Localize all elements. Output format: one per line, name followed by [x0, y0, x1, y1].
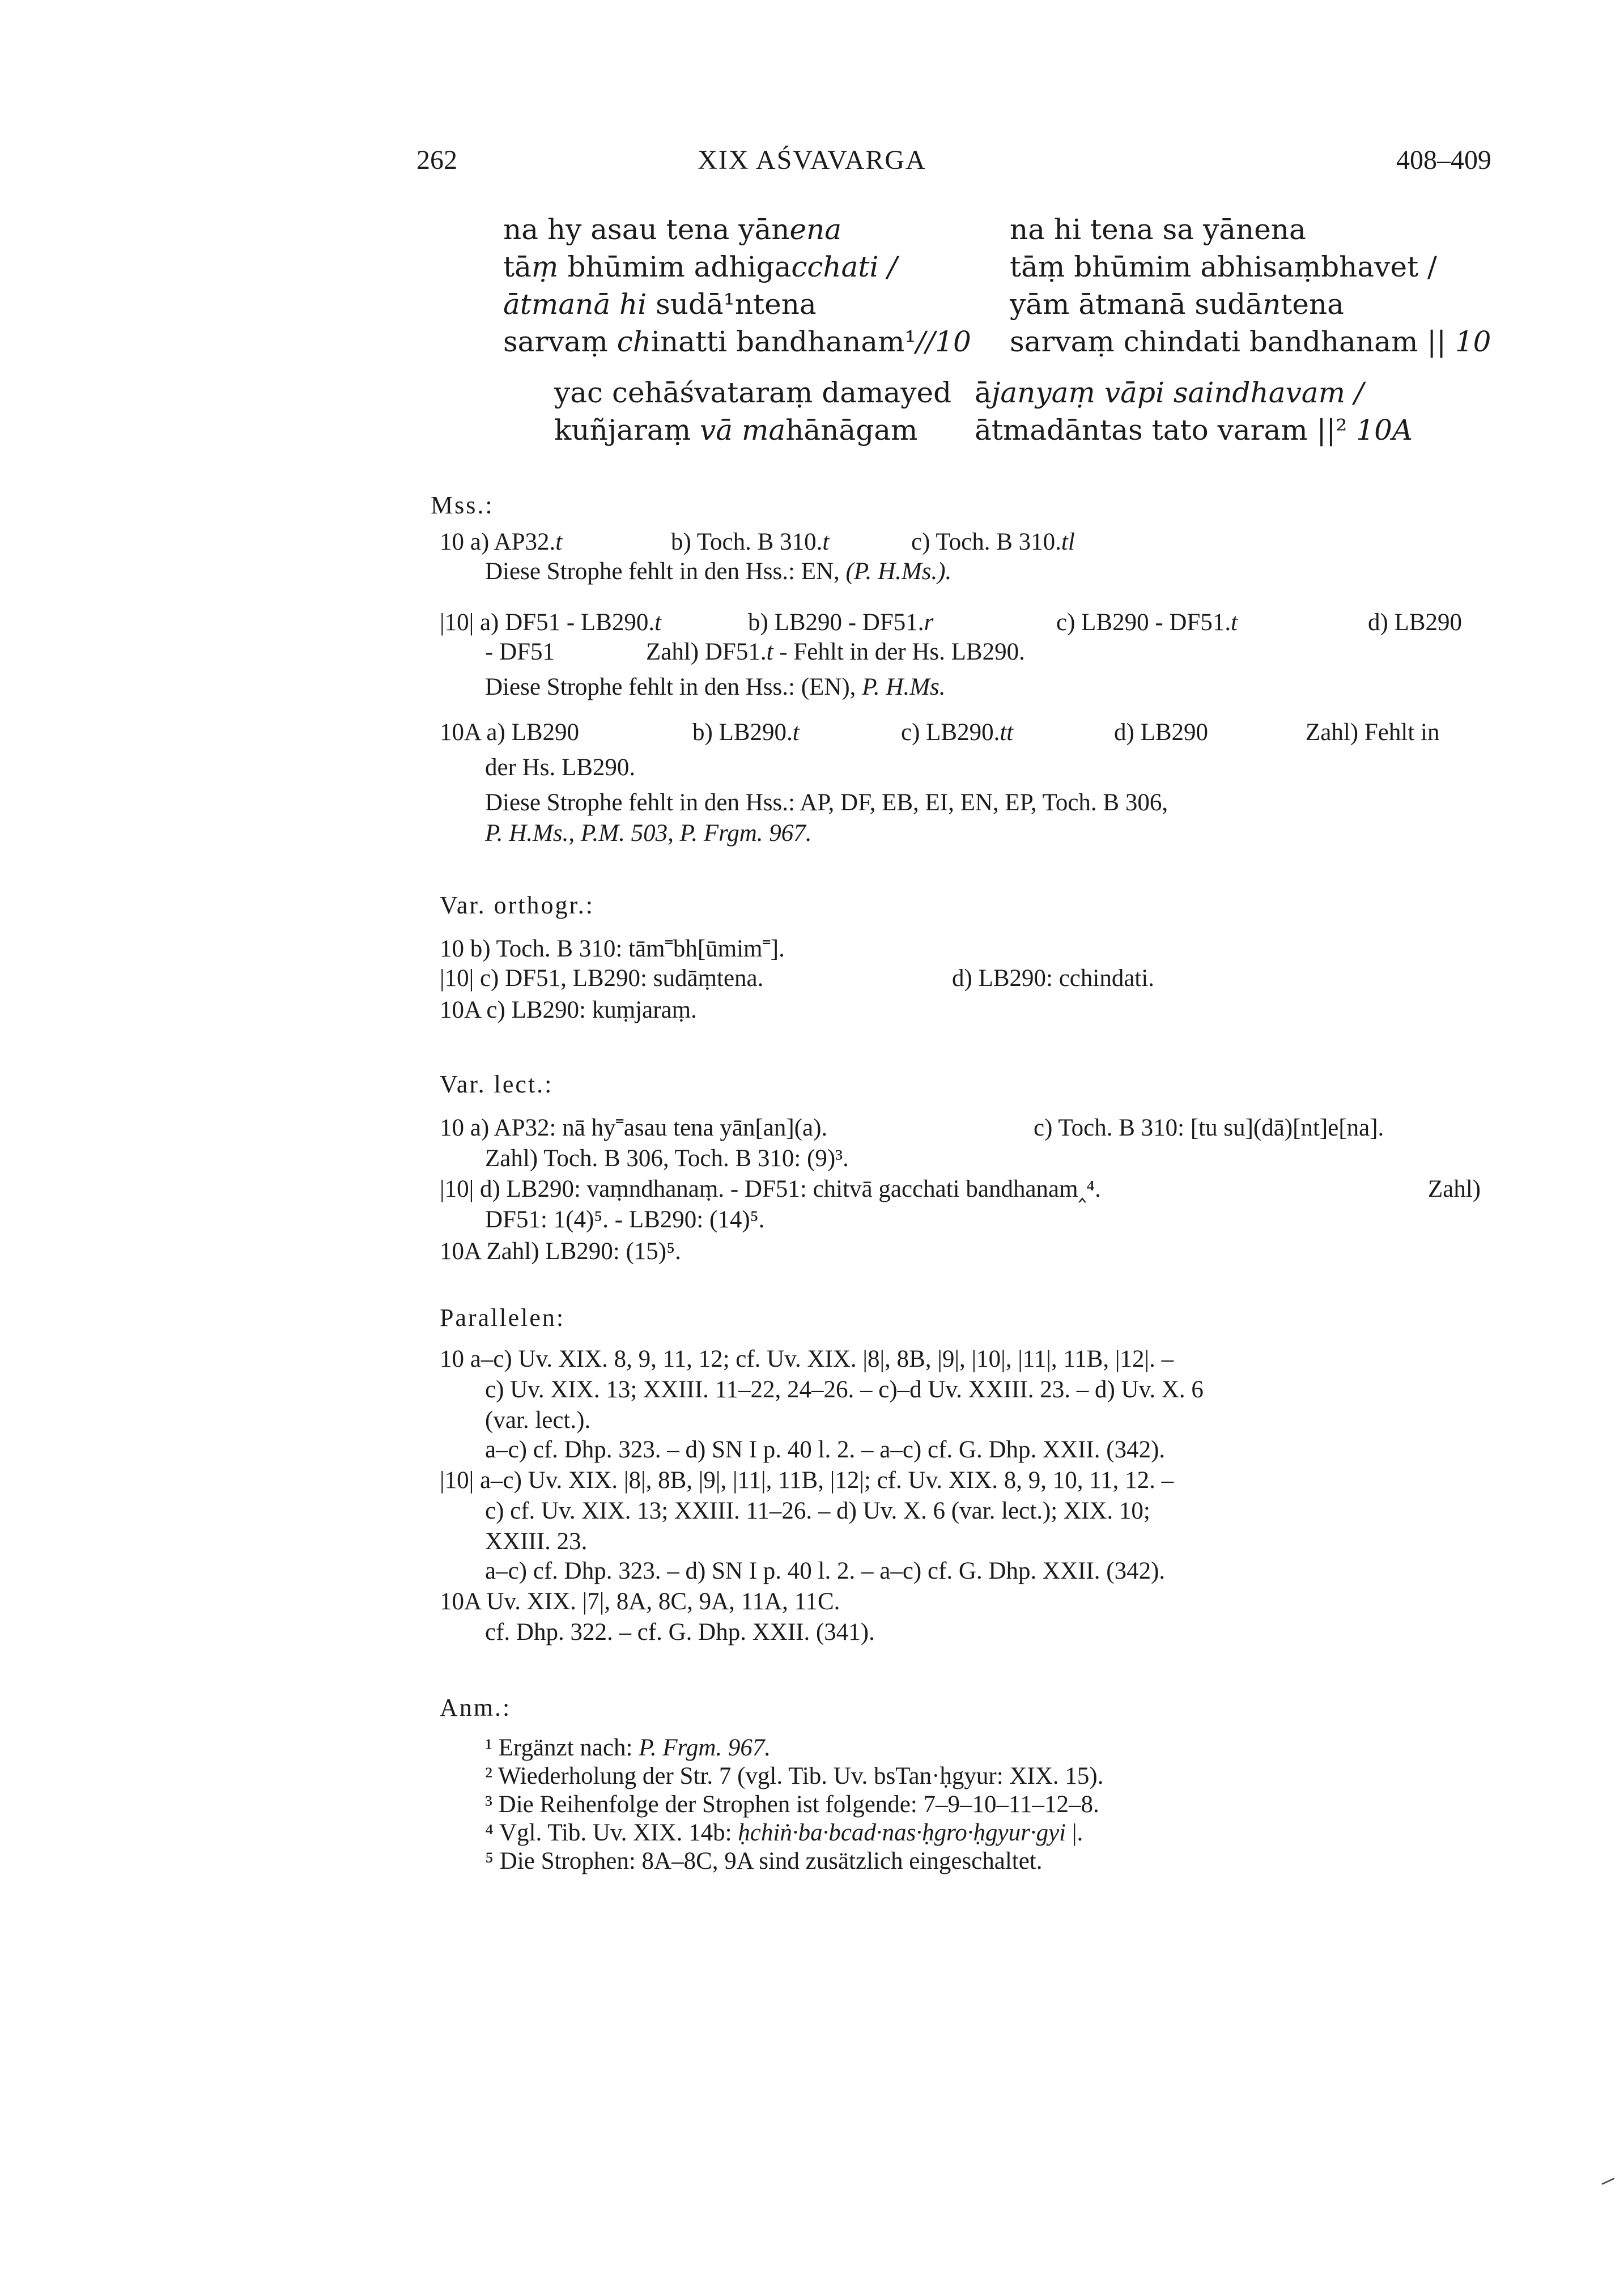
apparatus-line: d) LB290	[1368, 609, 1463, 636]
verse-line: tāṃ bhūmim adhigacchati /	[503, 250, 898, 283]
apparatus-line: P. H.Ms., P.M. 503, P. Frgm. 967.	[485, 820, 812, 847]
verse-10a-left	[554, 374, 951, 449]
apparatus-line: d) LB290	[1114, 719, 1209, 746]
apparatus-line: Zahl) DF51.t - Fehlt in der Hs. LB290.	[646, 639, 1025, 665]
apparatus-line: 10A a) LB290	[440, 719, 580, 746]
section-title-lect: Var. lect.:	[440, 1070, 554, 1098]
section-title-orthogr: Var. orthogr.:	[440, 891, 594, 919]
apparatus-line: - DF51	[485, 639, 555, 665]
apparatus-line: |10| c) DF51, LB290: sudāṃtena.	[440, 965, 764, 992]
apparatus-line: 10A Uv. XIX. |7|, 8A, 8C, 9A, 11A, 11C.	[440, 1588, 840, 1615]
apparatus-line: 10 a) AP32: nā hy˭asau tena yān[an](a).	[440, 1115, 828, 1141]
verse-line: ātmadāntas tato varam ||² 10A	[975, 414, 1413, 447]
apparatus-line: |10| a–c) Uv. XIX. |8|, 8B, |9|, |11|, 11B, |12|; cf. Uv. XIX. 8, 9, 10, 11, 12. –	[440, 1467, 1174, 1494]
apparatus-line: Zahl) Fehlt in	[1306, 719, 1440, 746]
chapter-title: XIX AŚVAVARGA	[698, 145, 926, 175]
verse-left-column	[503, 211, 971, 360]
apparatus-line: c) LB290.tt	[901, 719, 1014, 746]
section-title-notes: Anm.:	[440, 1694, 512, 1721]
footnote: ¹ Ergänzt nach: P. Frgm. 967.	[485, 1734, 771, 1761]
apparatus-line: 10A Zahl) LB290: (15)⁵.	[440, 1238, 681, 1265]
footnote: ⁴ Vgl. Tib. Uv. XIX. 14b: ḥchiṅ·ba·bcad·nas·ḥgro·ḥgyur·gyi |.	[485, 1819, 1083, 1846]
apparatus-line: cf. Dhp. 322. – cf. G. Dhp. XXII. (341).	[485, 1619, 875, 1646]
apparatus-line: 10 a) AP32.t	[440, 529, 563, 555]
verse-line: na hi tena sa yānena	[1010, 213, 1306, 246]
verse-line: yac cehāśvataraṃ damayed	[554, 376, 952, 409]
verse-line: tāṃ bhūmim abhisaṃbhavet /	[1010, 250, 1437, 283]
apparatus-line: (var. lect.).	[485, 1407, 591, 1434]
verse-line: sarvaṃ chindati bandhanam || 10	[1010, 325, 1491, 358]
footnote: ⁵ Die Strophen: 8A–8C, 9A sind zusätzlich eingeschaltet.	[485, 1848, 1043, 1874]
apparatus-line: der Hs. LB290.	[485, 754, 636, 781]
footnote: ² Wiederholung der Str. 7 (vgl. Tib. Uv. bsTan·ḥgyur: XIX. 15).	[485, 1763, 1104, 1789]
apparatus-line: c) cf. Uv. XIX. 13; XXIII. 11–26. – d) Uv. X. 6 (var. lect.); XIX. 10;	[485, 1498, 1150, 1524]
apparatus-line: a–c) cf. Dhp. 323. – d) SN I p. 40 l. 2. – a–c) cf. G. Dhp. XXII. (342).	[485, 1558, 1166, 1584]
verse-10a-right	[975, 374, 1413, 449]
apparatus-line: c) Uv. XIX. 13; XXIII. 11–22, 24–26. – c)–d Uv. XXIII. 23. – d) Uv. X. 6	[485, 1376, 1204, 1403]
apparatus-line: a–c) cf. Dhp. 323. – d) SN I p. 40 l. 2. – a–c) cf. G. Dhp. XXII. (342).	[485, 1436, 1166, 1463]
section-title-parallels: Parallelen:	[440, 1304, 566, 1332]
apparatus-line: Zahl) Toch. B 306, Toch. B 310: (9)³.	[485, 1145, 849, 1172]
verse-range: 408–409	[1396, 145, 1491, 175]
apparatus-line: 10 a–c) Uv. XIX. 8, 9, 11, 12; cf. Uv. XIX. |8|, 8B, |9|, |10|, |11|, 11B, |12|. –	[440, 1346, 1174, 1372]
apparatus-line: Diese Strophe fehlt in den Hss.: EN, (P. H.Ms.).	[485, 558, 952, 585]
verse-right-column	[1010, 211, 1491, 360]
apparatus-line: XXIII. 23.	[485, 1528, 588, 1555]
section-title-mss: Mss.:	[431, 491, 494, 519]
scan-mark	[1601, 2178, 1614, 2185]
apparatus-line: b) Toch. B 310.t	[671, 529, 830, 555]
apparatus-line: b) LB290 - DF51.r	[748, 609, 934, 636]
apparatus-line: 10 b) Toch. B 310: tām˭bh[ūmim˭].	[440, 936, 785, 962]
apparatus-line: |10| d) LB290: vaṃndhanaṃ. - DF51: chitvā gacchati bandhanam‸⁴.	[440, 1176, 1101, 1202]
apparatus-line: c) Toch. B 310: [tu su](dā)[nt]e[na].	[1034, 1115, 1384, 1141]
verse-line: na hy asau tena yānena	[503, 213, 842, 246]
apparatus-line: b) LB290.t	[692, 719, 800, 746]
apparatus-line: DF51: 1(4)⁵. - LB290: (14)⁵.	[485, 1206, 765, 1233]
apparatus-line: d) LB290: cchindati.	[952, 965, 1155, 992]
verse-line: ājanyaṃ vāpi saindhavam /	[975, 376, 1364, 409]
page-number: 262	[416, 145, 457, 175]
verse-line: yām ātmanā sudāntena	[1010, 288, 1344, 321]
verse-line: ātmanā hi sudā¹ntena	[503, 288, 817, 321]
apparatus-line: Diese Strophe fehlt in den Hss.: AP, DF, EB, EI, EN, EP, Toch. B 306,	[485, 789, 1168, 816]
apparatus-line: Diese Strophe fehlt in den Hss.: (EN), P. H.Ms.	[485, 674, 946, 700]
footnote: ³ Die Reihenfolge der Strophen ist folgende: 7–9–10–11–12–8.	[485, 1791, 1099, 1818]
verse-line: sarvaṃ chinatti bandhanam¹//10	[503, 325, 971, 358]
apparatus-line: c) Toch. B 310.tl	[911, 529, 1075, 555]
apparatus-line: c) LB290 - DF51.t	[1056, 609, 1238, 636]
apparatus-line: Zahl)	[1428, 1176, 1481, 1202]
apparatus-line: |10| a) DF51 - LB290.t	[440, 609, 662, 636]
verse-line: kuñjaraṃ vā mahānāgam	[554, 414, 918, 447]
apparatus-line: 10A c) LB290: kuṃjaraṃ.	[440, 997, 697, 1023]
